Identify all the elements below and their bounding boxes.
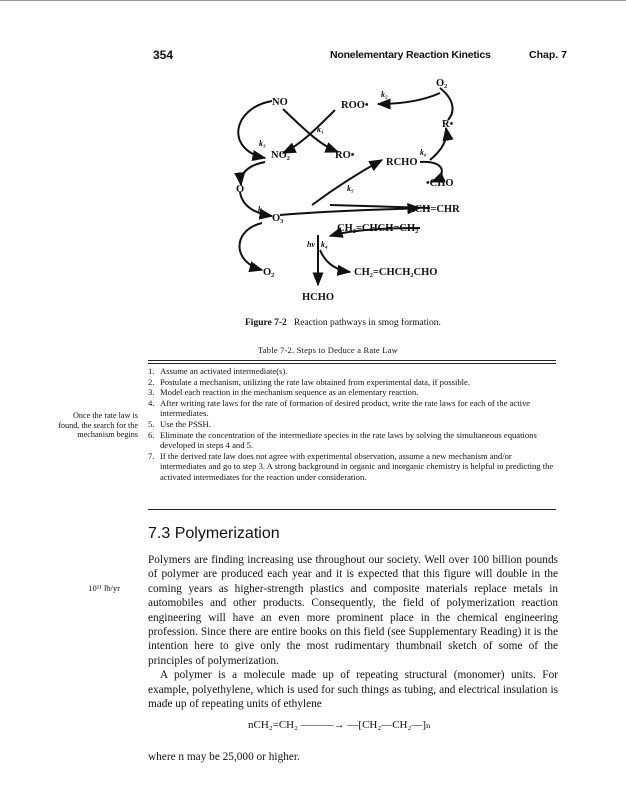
label-o2-top: O₂ <box>436 78 448 89</box>
label-ro: RO• <box>335 150 355 161</box>
label-hcho: HCHO <box>302 292 335 303</box>
label-o: O <box>236 184 245 195</box>
body-text <box>148 553 558 711</box>
table-bottom-rule <box>148 509 556 510</box>
table-title: Table 7-2. Steps to Deduce a Rate Law <box>258 345 398 355</box>
step-item: 7. If the derived rate law does not agree with experimental observation, assume a new mechanism and/or intermediates and go to step 3. A strong background in organic and inorganic chemistry is helpful in predicting the activated intermediates for the reaction under consideration. <box>148 450 554 482</box>
label-roo: ROO• <box>341 100 369 111</box>
smog-reaction-diagram <box>0 0 626 320</box>
running-title: Nonelementary Reaction Kinetics <box>330 49 491 61</box>
label-no: NO <box>272 97 288 108</box>
rate-law-steps-list <box>148 366 558 483</box>
label-k1: k₁ <box>317 125 324 134</box>
figure-caption <box>245 318 441 328</box>
label-butadiene: CH₂=CHCH=CH₂ <box>337 223 419 234</box>
label-o2-bottom: O₂ <box>263 267 275 278</box>
label-o3: O₃ <box>272 213 284 224</box>
label-r-radical: R• <box>442 119 454 130</box>
paragraph-1: Polymers are finding increasing use throughout our society. Well over 100 billion pounds of polymer are produced each year and it is expected that this figure will double in the coming years as higher-strength plastics and composite materials replace metals in automobiles and other products. Consequently, the field of polymerization reaction engineering will have an even more prominent place in the chemical engineering profession. Since there are entire books on this field (see Supplementary Reading) it is the intention here to give only the most rudimentary thumbnail sketch of some of the principles of polymerization. <box>148 554 558 667</box>
where-text: where n may be 25,000 or higher. <box>148 751 300 763</box>
figure-caption-label: Figure 7-2 <box>245 318 287 328</box>
label-k6: k₆ <box>420 148 427 157</box>
margin-note-mechanism: Once the rate law is found, the search for the mechanism begins <box>58 411 138 440</box>
label-k2: k₂ <box>381 90 388 99</box>
chapter-label: Chap. 7 <box>529 49 567 61</box>
margin-note-production: 10¹¹ lb/yr <box>88 583 120 593</box>
step-item: 4. After writing rate laws for the rate of formation of desired product, write the rate laws for each of the active intermediates. <box>148 397 531 419</box>
step-item: 1. Assume an activated intermediate(s). <box>148 366 288 376</box>
label-k4: k₄ <box>321 240 328 249</box>
table-top-rule <box>148 360 556 361</box>
label-acrolein: CH₂=CHCH₂CHO <box>354 267 438 278</box>
step-item: 3. Model each reaction in the mechanism sequence as an elementary reaction. <box>148 387 419 398</box>
step-item: 5. Use the PSSH. <box>148 418 211 429</box>
label-k5: k₅ <box>347 184 354 193</box>
label-rch-chr: RCH=CHR <box>407 204 460 215</box>
section-heading: 7.3 Polymerization <box>148 525 280 542</box>
polymerization-equation: nCH₂=CH₂ ———→ —[CH₂—CH₂—]ₙ <box>248 719 431 731</box>
label-hv: hν <box>307 240 315 249</box>
paragraph-2: A polymer is a molecule made up of repeating structural (monomer) units. For example, polyethylene, which is used for such things as tubing, and electrical insulation is made up of repeating units of ethylene <box>148 669 558 711</box>
label-cho: •CHO <box>426 178 454 189</box>
label-k3: k₃ <box>259 139 266 148</box>
figure-caption-text: Reaction pathways in smog formation. <box>293 318 441 328</box>
page-number: 354 <box>153 48 174 62</box>
step-item: 6. Eliminate the concentration of the intermediate species in the rate laws by solving the simultaneous equations developed in steps 4 and 5. <box>148 429 537 451</box>
label-rcho: RCHO <box>386 157 418 168</box>
label-k3b: k₃ <box>258 205 265 214</box>
table-top-rule-2 <box>148 363 556 364</box>
label-no2: NO₂ <box>271 150 290 161</box>
step-item: 2. Postulate a mechanism, utilizing the rate law obtained from experimental data, if possible. <box>148 376 471 387</box>
